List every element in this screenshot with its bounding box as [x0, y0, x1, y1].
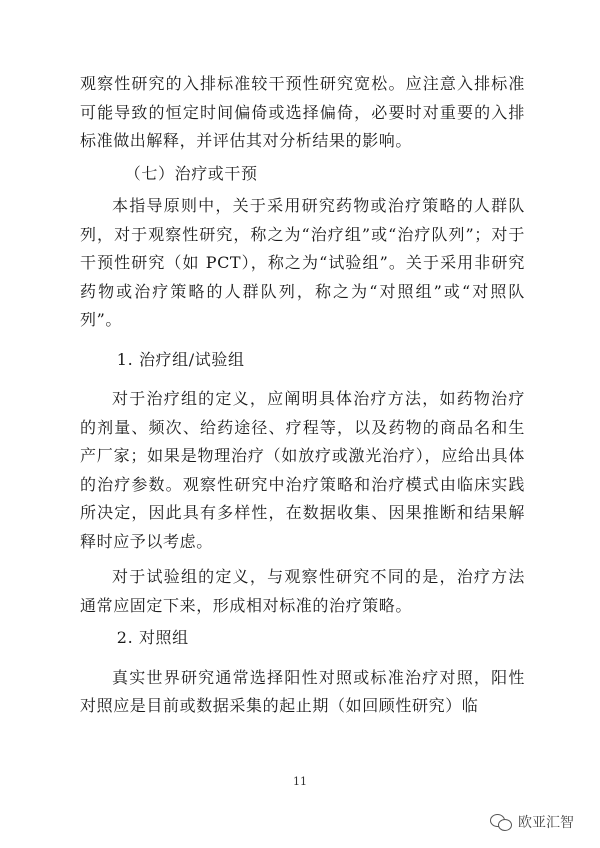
- subheading-treatment-group: 1. 治疗组/试验组: [116, 349, 245, 369]
- paragraph-treatment-group: 对于治疗组的定义，应阐明具体治疗方法，如药物治疗的剂量、频次、给药途径、疗程等，以及药物的商品名和生产厂家；如果是物理治疗（如放疗或激光治疗），应给出具体的治疗参数。观察性研究中治疗策略和治疗模式由临床实践所决定，因此具有多样性，在数据收集、因果推断和结果解释时应予以考虑。: [80, 389, 525, 551]
- document-body: [80, 70, 525, 721]
- paragraph-trial-group: 对于试验组的定义，与观察性研究不同的是，治疗方法通常应固定下来，形成相对标准的治疗策略。: [80, 567, 525, 615]
- paragraph-cohort-definition: 本指导原则中，关于采用研究药物或治疗策略的人群队列，对于观察性研究，称之为“治疗组”或“治疗队列”；对于干预性研究（如 PCT），称之为“试验组”。关于采用非研究药物或治疗策略的人群队列，称之为“对照组”或“对照队列”。: [80, 196, 525, 329]
- subheading-control-group: 2. 对照组: [116, 628, 189, 647]
- paragraph-control-group: 真实世界研究通常选择阳性对照或标准治疗对照，阳性对照应是目前或数据采集的起止期（如回顾性研究）临: [80, 667, 525, 715]
- paragraph-inclusion-criteria: 观察性研究的入排标准较干预性研究宽松。应注意入排标准可能导致的恒定时间偏倚或选择偏倚，必要时对重要的入排标准做出解释，并评估其对分析结果的影响。: [80, 74, 525, 150]
- watermark: [490, 812, 574, 832]
- watermark-text: 欧亚汇智: [518, 815, 574, 831]
- page-number: 11: [293, 775, 307, 788]
- wechat-icon: [490, 813, 512, 831]
- section-heading-treatment: （七）治疗或干预: [124, 163, 258, 183]
